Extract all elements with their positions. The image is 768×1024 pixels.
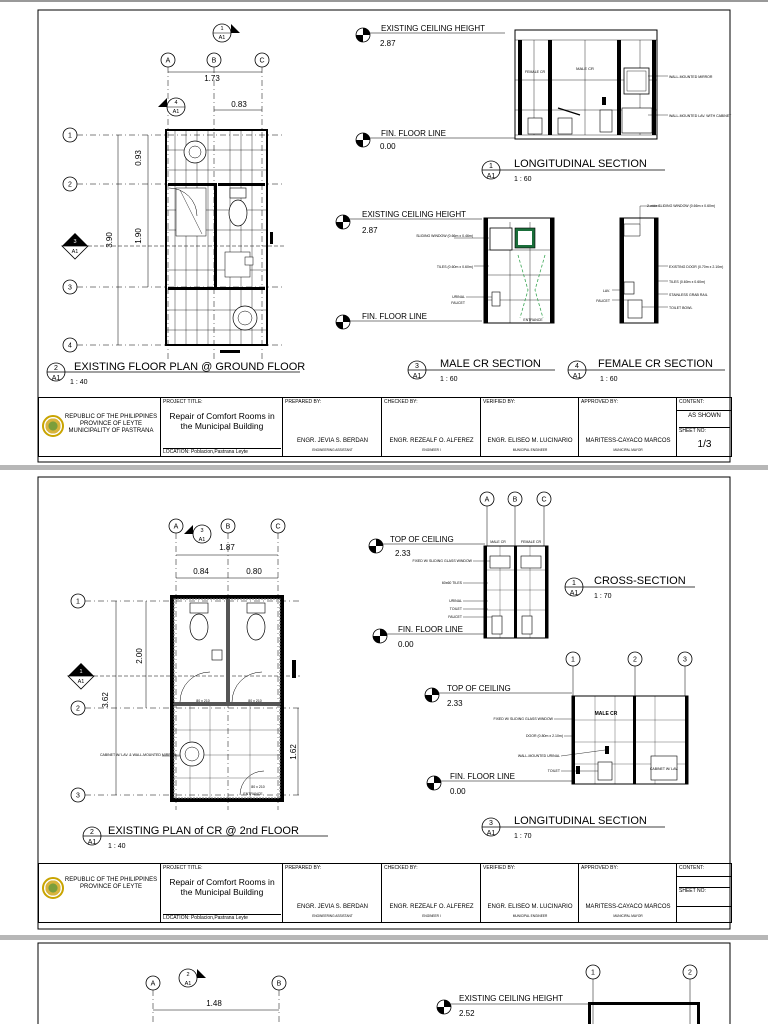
grid-col-b: B: [225, 523, 231, 531]
svg-text:A1: A1: [77, 679, 85, 685]
municipal-seal-icon: [42, 877, 64, 899]
note-fixed-window: FIXED W/ SLIDING GLASS WINDOW: [493, 717, 553, 721]
svg-text:3: 3: [489, 820, 493, 827]
republic-header: REPUBLIC OF THE PHILIPPINES PROVINCE OF LEYTE: [64, 877, 158, 890]
svg-text:1: 1: [79, 669, 83, 675]
longitudinal-section-2: [425, 652, 692, 840]
municipal-seal-icon: [42, 415, 64, 437]
dim-top: 1.87: [219, 543, 235, 552]
note-toilet: TOILET: [449, 607, 462, 611]
prepared-name: ENGR. JEVIA S. BERDAN: [296, 438, 369, 444]
svg-text:2: 2: [90, 829, 94, 836]
svg-text:A1: A1: [569, 590, 579, 597]
svg-text:A1: A1: [218, 35, 226, 41]
dim-right: 1.62: [289, 744, 298, 760]
dim-left-total: 3.62: [101, 692, 110, 708]
approved-name: MARITESS-CAYACO MARCOS: [585, 438, 671, 444]
project-title: Repair of Comfort Rooms in the Municipal Building: [169, 411, 275, 431]
drawing-sheet-1: [0, 0, 768, 465]
svg-text:2: 2: [54, 365, 58, 372]
note-existing-door: EXISTING DOOR (0.70m x 2.10m): [669, 265, 724, 269]
checked-label: CHECKED BY:: [384, 399, 418, 405]
ceiling-value: 2.52: [459, 1009, 475, 1018]
note-toilet: TOILET: [547, 769, 560, 773]
dim-left-a: 0.93: [134, 150, 143, 166]
content-label: CONTENT:: [679, 865, 704, 871]
floor-value: 0.00: [380, 142, 396, 151]
verified-role: MUNICIPAL ENGINEER: [512, 914, 548, 918]
grid-row-1: 1: [591, 969, 595, 977]
svg-text:2: 2: [633, 656, 637, 664]
marker-ref: A1: [184, 981, 192, 987]
grid-col-a: A: [150, 980, 156, 988]
drawing-sheet-2: [0, 470, 768, 935]
section-marker-1: [213, 24, 240, 42]
prepared-role: ENGINEERING ASSISTANT: [312, 914, 353, 918]
door-size-2: 80 x 210: [248, 699, 262, 703]
note-2wide-window: 2-wide SLIDING WINDOW (0.66m x 0.60m): [647, 204, 716, 208]
cross-section-scale: 1 : 70: [594, 593, 612, 600]
long-section-scale: 1 : 60: [514, 176, 532, 183]
svg-text:A1: A1: [87, 839, 97, 846]
marker-num: 2: [186, 972, 190, 978]
male-ceiling-value: 2.87: [362, 226, 378, 235]
dim-top-1: 1.73: [204, 74, 220, 83]
note-entrance: ENTRANCE: [523, 318, 543, 322]
dim-top-a: 0.84: [193, 567, 209, 576]
note-cabinet: CABINET W/ LAV.: [649, 767, 679, 771]
project-title-label: PROJECT TITLE:: [163, 865, 203, 871]
long2-ceiling-value: 2.33: [447, 699, 463, 708]
svg-text:3: 3: [73, 239, 77, 245]
svg-text:A1: A1: [486, 173, 496, 180]
note-faucet: FAUCET: [451, 301, 465, 305]
grid-col-c: C: [275, 523, 281, 531]
dim-left-total: 3.90: [105, 232, 114, 248]
long2-floor-value: 0.00: [450, 787, 466, 796]
grid-col-b: B: [211, 57, 217, 65]
dim-left-a: 2.00: [135, 648, 144, 664]
note-lav: WALL-MOUNTED LAV. WITH CABINET: [669, 114, 732, 118]
sheet-label: SHEET NO:: [679, 427, 730, 434]
ceiling-label: EXISTING CEILING HEIGHT: [381, 24, 486, 33]
location: LOCATION: Poblacion,Pastrana Leyte: [163, 914, 281, 921]
female-section-title: FEMALE CR SECTION: [598, 358, 713, 370]
verified-name: ENGR. ELISEO M. LUCINARIO: [487, 904, 573, 910]
section-marker-3: [62, 233, 285, 259]
floor-plan-scale: 1 : 40: [70, 379, 88, 386]
grid-row-1: 1: [68, 132, 72, 140]
grid-row-3: 3: [76, 792, 80, 800]
note-female-cr: FEMALE CR: [520, 540, 542, 544]
dim-top-b: 0.80: [246, 567, 262, 576]
svg-text:C: C: [541, 496, 547, 504]
plan-2-title: EXISTING PLAN of CR @ 2nd FLOOR: [108, 825, 299, 837]
grid-col-a: A: [173, 523, 179, 531]
plan-2-scale: 1 : 40: [108, 843, 126, 850]
note-grab-rail: STAINLESS GRAB RAIL: [669, 293, 708, 297]
longitudinal-section-1: [356, 24, 732, 183]
svg-text:4: 4: [174, 100, 178, 106]
verified-role: MUNICIPAL ENGINEER: [512, 448, 548, 452]
grid-row-3: 3: [68, 284, 72, 292]
republic-header: REPUBLIC OF THE PHILIPPINES PROVINCE OF LEYTE MUNICIPALITY OF PASTRANA: [64, 414, 158, 434]
approved-label: APPROVED BY:: [581, 399, 618, 405]
door-size-1: 80 x 210: [196, 699, 210, 703]
ceiling-value: 2.87: [380, 39, 396, 48]
note-entrance: ENTRANCE: [243, 792, 263, 796]
title-block-2: [38, 863, 732, 923]
checked-name: ENGR. REZEALF O. ALFEREZ: [389, 438, 474, 444]
note-urinal: URINAL: [449, 599, 462, 603]
male-floor-label: FIN. FLOOR LINE: [362, 312, 427, 321]
verified-label: VERIFIED BY:: [483, 865, 516, 871]
checked-role: ENGINEER I: [422, 448, 441, 452]
svg-text:A1: A1: [412, 373, 422, 380]
floor-label: FIN. FLOOR LINE: [381, 129, 446, 138]
grid-row-2: 2: [68, 181, 72, 189]
sheet-3-drawing: [0, 940, 768, 1024]
prepared-label: PREPARED BY:: [285, 865, 322, 871]
grid-row-2: 2: [76, 705, 80, 713]
note-toilet-bowl: TOILET BOWL: [669, 306, 693, 310]
note-sliding-window: SLIDING WINDOW (0.66m x 0.46m): [416, 234, 473, 238]
prepared-role: ENGINEERING ASSISTANT: [312, 448, 353, 452]
svg-text:4: 4: [575, 363, 579, 370]
approved-label: APPROVED BY:: [581, 865, 618, 871]
note-female-tiles: TILES (0.60m x 0.60m): [669, 280, 706, 284]
checked-label: CHECKED BY:: [384, 865, 418, 871]
long2-scale: 1 : 70: [514, 833, 532, 840]
grid-col-a: A: [165, 57, 171, 65]
cross-ceiling-value: 2.33: [395, 549, 411, 558]
approved-role: MUNICIPAL MAYOR: [613, 448, 643, 452]
svg-text:1: 1: [220, 26, 224, 32]
long-section-title: LONGITUDINAL SECTION: [514, 158, 647, 170]
grid-row-4: 4: [68, 342, 72, 350]
note-fixed-window: FIXED W/ SLIDING GLASS WINDOW: [412, 559, 472, 563]
female-section-scale: 1 : 60: [600, 376, 618, 383]
svg-text:B: B: [512, 496, 518, 504]
location: LOCATION: Poblacion,Pastrana Leyte: [163, 448, 281, 455]
section-marker-4: [158, 98, 185, 116]
cross-ceiling-label: TOP OF CEILING: [390, 535, 454, 544]
cross-floor-value: 0.00: [398, 640, 414, 649]
checked-name: ENGR. REZEALF O. ALFEREZ: [389, 904, 474, 910]
cross-section-title: CROSS-SECTION: [594, 575, 686, 587]
male-section-scale: 1 : 60: [440, 376, 458, 383]
prepared-name: ENGR. JEVIA S. BERDAN: [296, 904, 369, 910]
male-female-sections: [336, 204, 725, 383]
dim-left-b: 1.90: [134, 228, 143, 244]
note-male-cr: MALE CR: [594, 711, 618, 717]
verified-label: VERIFIED BY:: [483, 399, 516, 405]
floor-plan-ground: [47, 24, 305, 386]
male-ceiling-label: EXISTING CEILING HEIGHT: [362, 210, 467, 219]
grid-col-b: B: [276, 980, 282, 988]
note-cabinet: CABINET W/ LAV. & WALL-MOUNTED MIRROR: [99, 753, 177, 757]
long2-floor-label: FIN. FLOOR LINE: [450, 772, 515, 781]
svg-text:3: 3: [683, 656, 687, 664]
approved-role: MUNICIPAL MAYOR: [613, 914, 643, 918]
door-size-3: 80 x 210: [251, 785, 265, 789]
note-mirror: WALL-MOUNTED MIRROR: [669, 75, 713, 79]
drawing-sheet-3: [0, 940, 768, 1024]
long2-ceiling-label: TOP OF CEILING: [447, 684, 511, 693]
note-door: DOOR (0.80m x 2.10m): [526, 734, 563, 738]
ceiling-label: EXISTING CEILING HEIGHT: [459, 994, 564, 1003]
note-male-cr: MALE CR: [490, 540, 506, 544]
sheet-value: 1/3: [697, 439, 712, 450]
note-faucet: FAUCET: [448, 615, 462, 619]
svg-text:1: 1: [572, 580, 576, 587]
svg-text:A1: A1: [172, 109, 180, 115]
svg-text:A1: A1: [486, 830, 496, 837]
floor-plan-title: EXISTING FLOOR PLAN @ GROUND FLOOR: [74, 361, 306, 373]
note-female-faucet: FAUCET: [596, 299, 610, 303]
dim-top-2: 0.83: [231, 100, 247, 109]
plan-2nd-floor: [68, 519, 328, 850]
content-label: CONTENT:: [679, 399, 704, 405]
sheet-label: SHEET NO:: [679, 887, 730, 894]
project-title-label: PROJECT TITLE:: [163, 399, 203, 405]
dim-top: 1.48: [206, 999, 222, 1008]
note-female-cr: FEMALE CR: [524, 70, 546, 74]
project-title: Repair of Comfort Rooms in the Municipal Building: [169, 877, 275, 897]
svg-text:A1: A1: [198, 537, 206, 543]
prepared-label: PREPARED BY:: [285, 399, 322, 405]
note-tiles: TILES (0.60m x 0.60m): [436, 265, 473, 269]
svg-text:3: 3: [200, 528, 204, 534]
svg-text:A1: A1: [572, 373, 582, 380]
approved-name: MARITESS-CAYACO MARCOS: [585, 904, 671, 910]
note-urinal: URINAL: [452, 295, 465, 299]
grid-row-2: 2: [688, 969, 692, 977]
title-block-1: [38, 397, 732, 457]
grid-col-c: C: [259, 57, 265, 65]
svg-text:A1: A1: [51, 375, 61, 382]
sheet-1-drawing: [0, 0, 768, 465]
svg-text:1: 1: [571, 656, 575, 664]
note-lav: LAV.: [602, 289, 610, 293]
verified-name: ENGR. ELISEO M. LUCINARIO: [487, 438, 573, 444]
svg-text:A1: A1: [71, 249, 79, 255]
grid-row-1: 1: [76, 598, 80, 606]
checked-role: ENGINEER I: [422, 914, 441, 918]
svg-text:A: A: [484, 496, 490, 504]
cross-section: [369, 492, 695, 649]
svg-text:3: 3: [415, 363, 419, 370]
note-male-cr: MALE CR: [576, 66, 594, 71]
note-urinal: WALL-MOUNTED URINAL: [517, 754, 560, 758]
cross-floor-label: FIN. FLOOR LINE: [398, 625, 463, 634]
content-value: AS SHOWN: [677, 410, 732, 419]
note-tiles: 60x60 TILES: [441, 581, 462, 585]
svg-text:1: 1: [489, 163, 493, 170]
male-section-title: MALE CR SECTION: [440, 358, 541, 370]
long2-title: LONGITUDINAL SECTION: [514, 815, 647, 827]
